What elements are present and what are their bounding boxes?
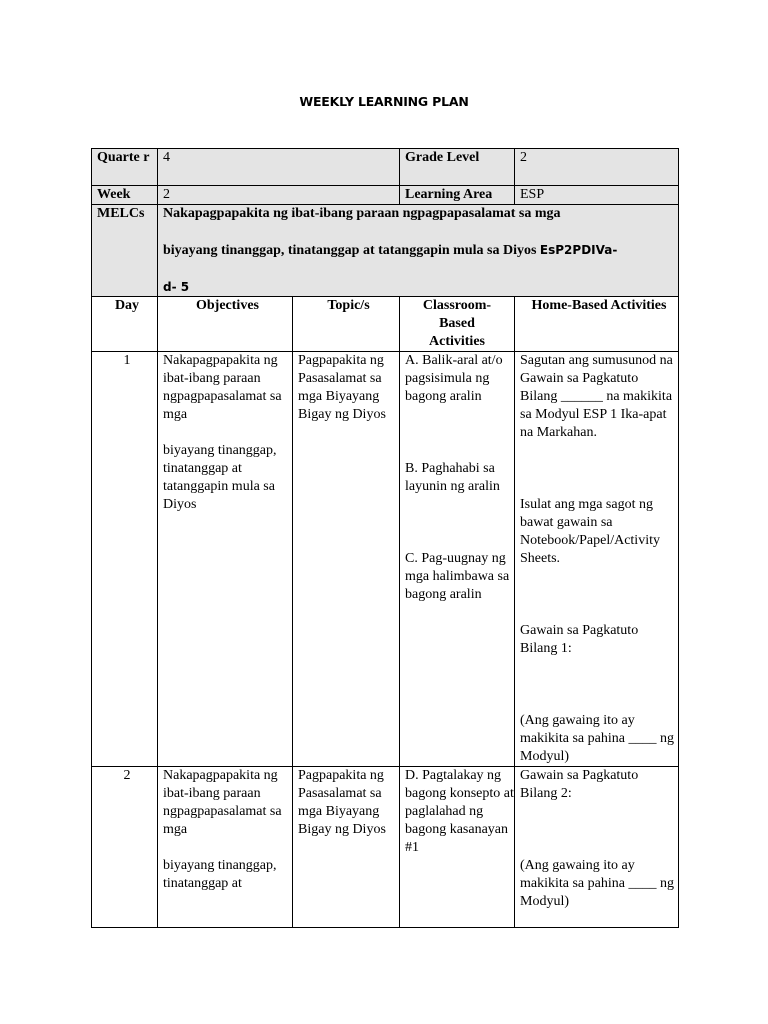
objectives-cell bbox=[158, 767, 293, 928]
day-cell: 2 bbox=[92, 767, 158, 928]
classroom-activity-a: A. Balik-aral at/o pagsisimula ng bagong aralin bbox=[405, 353, 503, 404]
topic-cell: Pagpapakita ng Pasasalamat sa mga Biyayang Bigay ng Diyos bbox=[293, 352, 400, 767]
classroom-activity-d: D. Pagtalakay ng bagong konsepto at paglalahad ng bagong kasanayan #1 bbox=[405, 768, 514, 855]
column-header-topics: Topic/s bbox=[293, 297, 400, 352]
melcs-code-2: d- 5 bbox=[163, 280, 190, 294]
quarter-row bbox=[92, 149, 679, 186]
objectives-text-2: biyayang tinanggap, tinatanggap at bbox=[163, 858, 277, 891]
classroom-activity-b: B. Paghahabi sa layunin ng aralin bbox=[405, 461, 500, 494]
objectives-text-1: Nakapagpapakita ng ibat-ibang paraan ngpagpapasalamat sa mga bbox=[163, 768, 282, 837]
melcs-line-2 bbox=[163, 241, 678, 260]
objectives-cell bbox=[158, 352, 293, 767]
learning-area-label: Learning Area bbox=[400, 186, 515, 205]
melcs-label: MELCs bbox=[92, 205, 158, 297]
melcs-text bbox=[158, 205, 679, 297]
classroom-activity-c: C. Pag-uugnay ng mga halimbawa sa bagong aralin bbox=[405, 551, 510, 602]
column-header-objectives: Objectives bbox=[158, 297, 293, 352]
page-title: WEEKLY LEARNING PLAN bbox=[299, 94, 469, 109]
column-header-row bbox=[92, 297, 679, 352]
home-cell bbox=[515, 767, 679, 928]
column-header-home: Home-Based Activities bbox=[515, 297, 679, 352]
home-activity-2: (Ang gawaing ito ay makikita sa pahina ____ ng Modyul) bbox=[520, 858, 674, 909]
column-header-classroom: Classroom-Based Activities bbox=[400, 297, 515, 352]
objectives-text-2: biyayang tinanggap, tinatanggap at tatanggapin mula sa Diyos bbox=[163, 443, 277, 512]
quarter-value: 4 bbox=[158, 149, 400, 186]
topic-cell: Pagpapakita ng Pasasalamat sa mga Biyayang Bigay ng Diyos bbox=[293, 767, 400, 928]
grade-level-value: 2 bbox=[515, 149, 679, 186]
melcs-code: EsP2PDIVa- bbox=[539, 243, 618, 257]
day-cell: 1 bbox=[92, 352, 158, 767]
home-activity-4: (Ang gawaing ito ay makikita sa pahina ____ ng Modyul) bbox=[520, 713, 674, 764]
home-cell bbox=[515, 352, 679, 767]
table-row bbox=[92, 352, 679, 767]
home-activity-1: Gawain sa Pagkatuto Bilang 2: bbox=[520, 768, 639, 801]
week-label: Week bbox=[92, 186, 158, 205]
home-activity-1: Sagutan ang sumusunod na Gawain sa Pagkatuto Bilang ______ na makikita sa Modyul ESP 1 Ika-apat na Markahan. bbox=[520, 353, 673, 440]
learning-plan-table bbox=[91, 148, 679, 928]
week-value: 2 bbox=[158, 186, 400, 205]
home-activity-3: Gawain sa Pagkatuto Bilang 1: bbox=[520, 623, 639, 656]
classroom-cell bbox=[400, 352, 515, 767]
learning-area-value: ESP bbox=[515, 186, 679, 205]
melcs-row bbox=[92, 205, 679, 297]
melcs-line-1: Nakapagpapakita ng ibat-ibang paraan ngpagpapasalamat sa mga bbox=[163, 206, 561, 221]
column-header-day: Day bbox=[92, 297, 158, 352]
table-row bbox=[92, 767, 679, 928]
objectives-text-1: Nakapagpapakita ng ibat-ibang paraan ngpagpapasalamat sa mga bbox=[163, 353, 282, 422]
melcs-line-2-text: biyayang tinanggap, tinatanggap at tatanggapin mula sa Diyos bbox=[163, 243, 537, 258]
classroom-cell bbox=[400, 767, 515, 928]
week-row bbox=[92, 186, 679, 205]
quarter-label: Quarte r bbox=[92, 149, 158, 186]
grade-level-label: Grade Level bbox=[400, 149, 515, 186]
home-activity-2: Isulat ang mga sagot ng bawat gawain sa Notebook/Papel/Activity Sheets. bbox=[520, 497, 660, 566]
